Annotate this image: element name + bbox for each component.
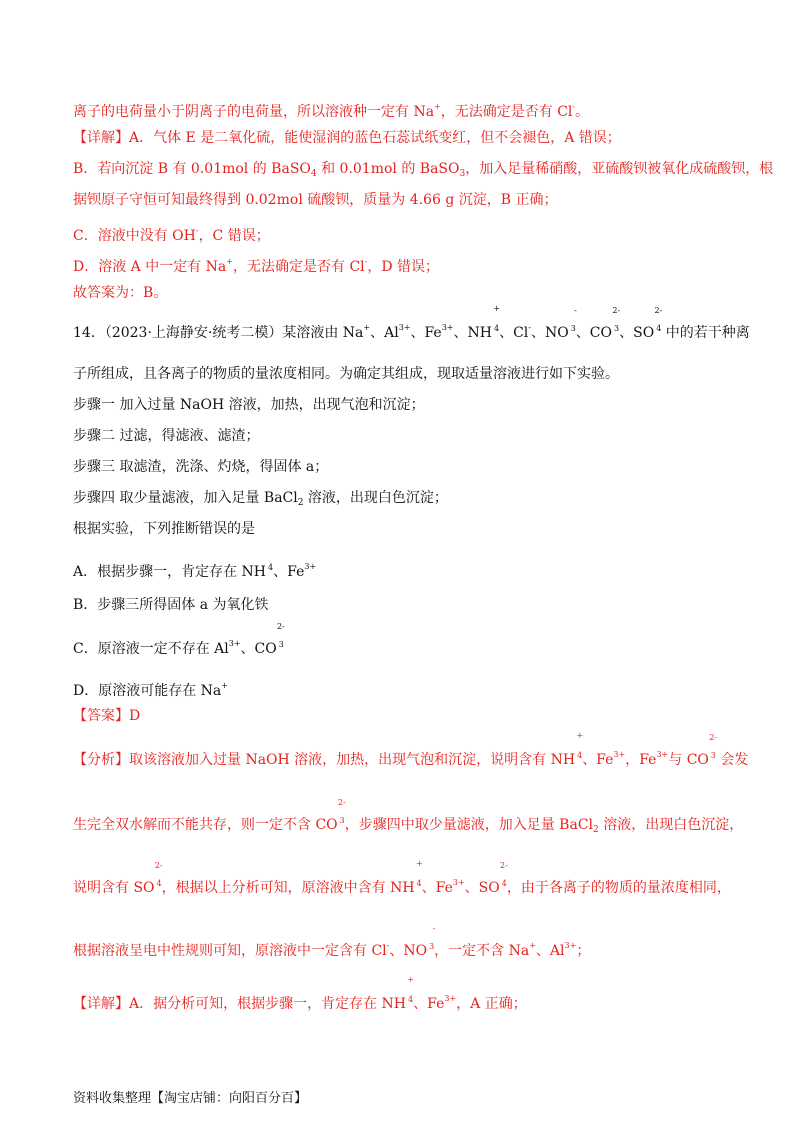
option-a: A．根据步骤一，肯定存在 NH $^4$、$Fe^{3+}$ — [73, 562, 317, 580]
text-line: 离子的电荷量小于阴离子的电荷量，所以溶液种一定有 Na+，无法确定是否有 Cl-。 — [73, 102, 590, 120]
detail-c: C．溶液中没有 OH-，C 错误； — [73, 226, 270, 244]
option-c: C．原溶液一定不存在 $Al^{3+}$、CO $^3$ 2- — [73, 622, 285, 657]
option-d: D．原溶液可能存在 Na+ — [73, 681, 228, 699]
analysis-line-2: 生完全双水解而不能共存，则一定不含 CO $^3$ 2- ，步骤四中取少量滤液，加入足量 BaCl$_2$ 溶液，出现白色沉淀， — [73, 798, 744, 835]
analysis-line-3: 说明含有 SO $^4$ 2- ，根据以上分析可知，原溶液中含有 NH $^4$ + 、$Fe^{3+}$、SO $^4$ 2- ，由于各离子的物质的量浓度相同， — [73, 859, 731, 896]
step-1: 步骤一 加入过量 NaOH 溶液，加热，出现气泡和沉淀； — [73, 397, 425, 413]
question-14-stem-cont: 子所组成，且各离子的物质的量浓度相同。为确定其组成，现取适量溶液进行如下实验。 — [73, 366, 619, 382]
question-prompt: 根据实验，下列推断错误的是 — [73, 521, 255, 537]
option-b: B．步骤三所得固体 a 为氧化铁 — [73, 597, 269, 613]
detail-d: D．溶液 A 中一定有 Na+，无法确定是否有 Cl-，D 错误； — [73, 257, 440, 275]
step-2: 步骤二 过滤，得滤液、滤渣； — [73, 428, 260, 444]
step-3: 步骤三 取滤渣，洗涤、灼烧，得固体 a； — [73, 459, 329, 475]
answer: 【答案】D — [73, 708, 141, 724]
analysis-detail-a: 【详解】A．据分析可知，根据步骤一，肯定存在 NH $^4$ + 、$Fe^{3+}$，A 正确； — [73, 975, 527, 1012]
detail-b: B．若向沉淀 B 有 0.01mol 的 BaSO$_4$ 和 0.01mol 的 BaSO$_3$，加入足量稀硝酸，亚硫酸钡被氧化成硫酸钡，根 — [73, 161, 774, 179]
conclusion: 故答案为：B。 — [73, 285, 168, 301]
detail-b-cont: 据钡原子守恒可知最终得到 0.02mol 硫酸钡，质量为 4.66 g 沉淀，B 正确； — [73, 192, 558, 208]
analysis-line-1: 【分析】取该溶液加入过量 NaOH 溶液，加热，出现气泡和沉淀，说明含有 NH $^4$ + 、$Fe^{3+}$，$Fe^{3+}$与 CO $^3$ 2- 会发 — [73, 731, 749, 768]
step-4: 步骤四 取少量滤液，加入足量 BaCl$_2$ 溶液，出现白色沉淀； — [73, 490, 448, 508]
detail-a: 【详解】A．气体 E 是二氧化硫，能使湿润的蓝色石蕊试纸变红，但不会褪色，A 错误； — [73, 130, 621, 146]
footer-source: 资料收集整理【淘宝店铺：向阳百分百】 — [73, 1091, 308, 1106]
question-14-stem: 14．（2023·上海静安·统考二模）某溶液由 Na+、$Al^{3+}$、$Fe^{3+}$、NH $^4$ + 、Cl-、NO $^3$ - 、CO $^3$ 2- 、SO $^4$ 2- 中的若干种离 — [73, 304, 750, 341]
analysis-line-4: 根据溶液呈电中性规则可知，原溶液中一定含有 Cl-、NO $^3$ - ，一定不含 Na+、$Al^{3+}$； — [73, 924, 591, 959]
